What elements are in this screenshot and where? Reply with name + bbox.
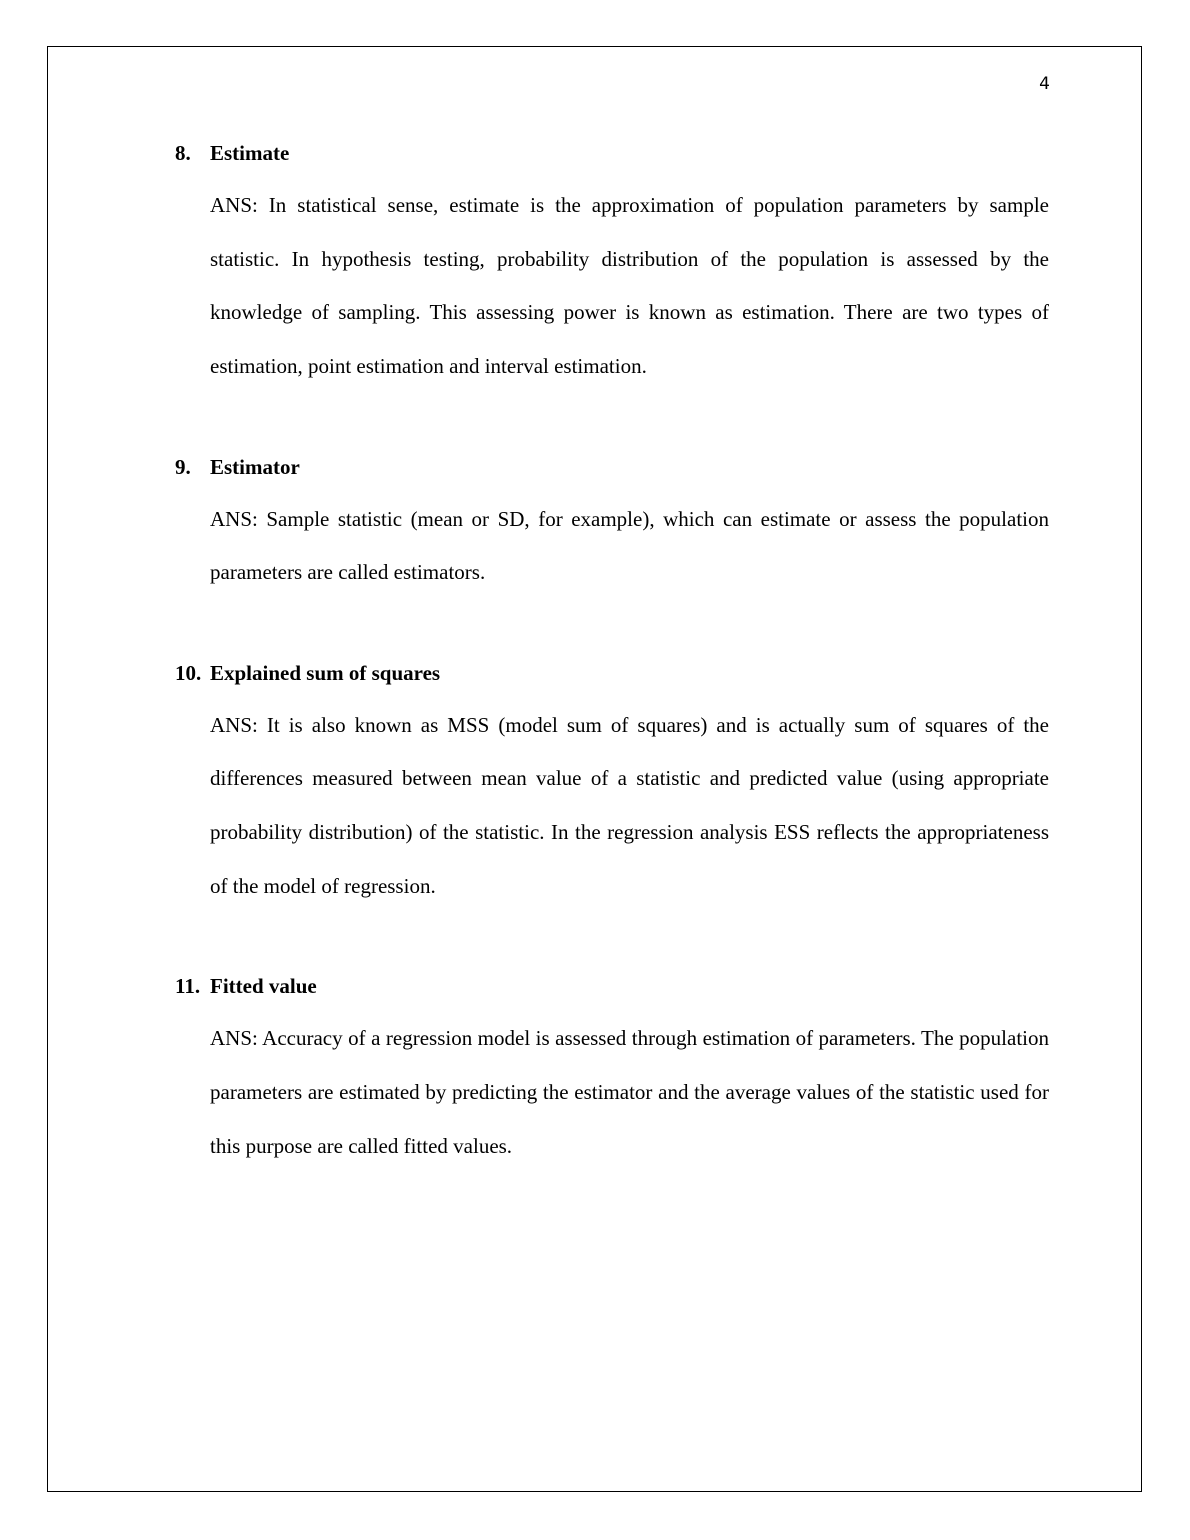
blank-line (175, 913, 1049, 967)
page-number: 4 (1039, 74, 1050, 94)
section-title: Explained sum of squares (210, 660, 441, 685)
section-explained-sum-of-squares (175, 654, 1049, 914)
section-number: 11. (175, 974, 201, 999)
section-answer: ANS: Sample statistic (mean or SD, for example), which can estimate or assess the population parameters are called estimators. (210, 506, 1049, 585)
section-title: Fitted value (210, 974, 317, 999)
section-answer: ANS: It is also known as MSS (model sum of squares) and is actually sum of squares of the differences measured between mean value of a statistic and predicted value (using appropriate probability distribution) of the statistic. In the regression analysis ESS reflects the appropriateness of the model of regression. (210, 712, 1049, 898)
blank-line (175, 394, 1049, 448)
section-answer: ANS: Accuracy of a regression model is assessed through estimation of parameters. The population parameters are estimated by predicting the estimator and the average values of the statistic used for this purpose are called fitted values. (210, 1026, 1049, 1158)
section-heading (175, 448, 1049, 486)
section-answer: ANS: In statistical sense, estimate is the approximation of population parameters by sample statistic. In hypothesis testing, probability distribution of the population is assessed by the knowledge of sampling. This assessing power is known as estimation. There are two types of estimation, point estimation and interval estimation. (210, 193, 1049, 379)
section-heading (175, 134, 1049, 172)
document-body (175, 134, 1049, 1173)
section-number: 8. (175, 141, 191, 165)
section-heading (175, 654, 1049, 692)
section-heading (175, 967, 1049, 1005)
section-number: 9. (175, 454, 191, 479)
section-fitted-value (175, 967, 1049, 1173)
section-title: Estimator (210, 454, 300, 479)
section-estimator (175, 448, 1049, 600)
blank-line (175, 600, 1049, 654)
section-title: Estimate (210, 141, 290, 165)
section-number: 10. (175, 660, 202, 685)
section-estimate (175, 134, 1049, 394)
